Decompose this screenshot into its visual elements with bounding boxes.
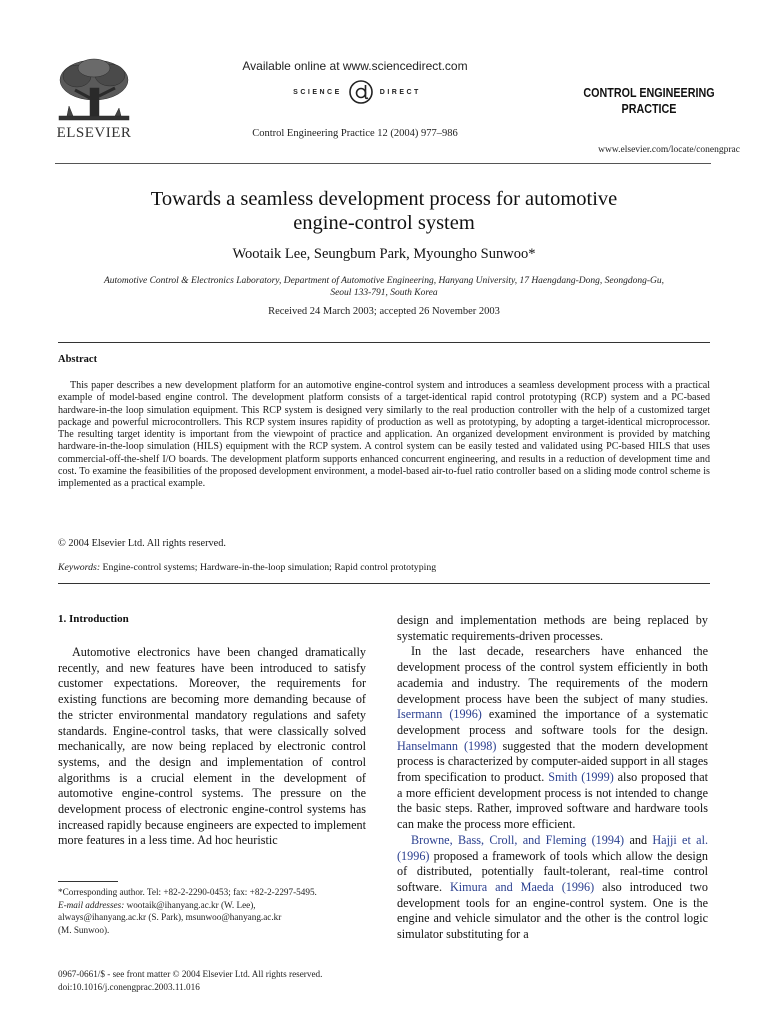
citation-hanselmann[interactable]: Hanselmann (1998) bbox=[397, 738, 497, 753]
keywords-label: Keywords: bbox=[58, 562, 101, 573]
citation-hajji[interactable]: Hajji et al. (1996) bbox=[397, 832, 709, 863]
p2-text-a: In the last decade, researchers have enhanced the development process of the control system efficiently in both academia and industry. The requirements of the modern development process have been the subject of many studies. bbox=[397, 644, 708, 706]
email-text-1[interactable]: wootaik@ihanyang.ac.kr (W. Lee), bbox=[126, 899, 256, 910]
p2-text-d: also proposed that a more efficient development process is not intended to change the basic steps. Rather, improved software and hardware tools can make the process more efficient. bbox=[397, 770, 708, 832]
issn-doi-block bbox=[58, 968, 418, 993]
keywords-list: Engine-control systems; Hardware-in-the-loop simulation; Rapid control prototyping bbox=[102, 562, 437, 573]
right-paragraph-1: design and implementation methods are being replaced by systematic requirements-driven processes. bbox=[397, 613, 708, 643]
issn-line: 0967-0661/$ - see front matter © 2004 Elsevier Ltd. All rights reserved. bbox=[58, 969, 323, 979]
abstract-top-divider bbox=[58, 342, 710, 343]
journal-url-link[interactable]: www.elsevier.com/locate/conengprac bbox=[598, 145, 740, 155]
corresponding-author-line: *Corresponding author. Tel: +82-2-2290-0453; fax: +82-2-2297-5495. bbox=[58, 887, 317, 897]
citation-isermann[interactable]: Isermann (1996) bbox=[397, 707, 482, 722]
journal-title-line2: PRACTICE bbox=[621, 102, 677, 116]
journal-title bbox=[572, 85, 725, 117]
author-list: Wootaik Lee, Seungbum Park, Myoungho Sunwoo* bbox=[232, 246, 536, 262]
available-online-text: Available online at www.sciencedirect.com bbox=[242, 59, 468, 73]
journal-reference: Control Engineering Practice 12 (2004) 977–986 bbox=[252, 128, 458, 139]
right-paragraph-3 bbox=[397, 833, 708, 943]
sciencedirect-logo bbox=[262, 77, 452, 107]
p3-and: and bbox=[629, 832, 648, 847]
section-heading-introduction: 1. Introduction bbox=[58, 613, 129, 625]
citation-kimura[interactable]: Kimura and Maeda (1996) bbox=[449, 879, 595, 894]
p2-text-c: suggested that the modern development process is characterized by computer-aided support in all stages from specification to product. bbox=[397, 738, 708, 785]
email-line2[interactable]: always@ihanyang.ac.kr (S. Park), msunwoo@hanyang.ac.kr bbox=[58, 912, 282, 922]
elsevier-tree-logo bbox=[55, 58, 133, 124]
abstract-bottom-divider bbox=[58, 583, 710, 584]
p3-text-a: proposed a framework of tools which allow the design of distributed, potentially fault-tolerant, real-time control software. bbox=[397, 848, 708, 894]
received-dates: Received 24 March 2003; accepted 26 November 2003 bbox=[268, 306, 500, 317]
sciencedirect-right-word: DIRECT bbox=[379, 88, 421, 96]
corresponding-author-footnote bbox=[58, 886, 370, 936]
email-line3: (M. Sunwoo). bbox=[58, 924, 110, 935]
right-column bbox=[397, 613, 708, 943]
affiliation-line1: Automotive Control & Electronics Laboratory, Department of Automotive Engineering, Hanyang University, 17 Haengdang-Dong, Seongdong-Gu, bbox=[103, 276, 665, 286]
citation-browne[interactable]: Browne, Bass, Croll, and Fleming (1994) bbox=[411, 832, 625, 847]
publisher-name: ELSEVIER bbox=[56, 125, 132, 141]
title-line2: engine-control system bbox=[293, 212, 475, 234]
abstract-text: This paper describes a new development platform for an automotive engine-control system and introduces a seamless development process with a practical example of model-based engine control. The development platform consists of a target-identical rapid control prototyping (RCP) system and a PC-based hardware-in-the loop simulation equipment. This RCP system is designed very similarly to the real production controller with the help of a customized target package and powerful microcontrollers. This RCP system insures rapidity of production as well as prototyping, by adopting a target-identical microprocessor. The resulting target identity is important from the viewpoint of practice and application. An organized development environment is provided by matching hardware-in-the-loop simulation (HILS) equipment with the RCP system. A control system can be easily tested and validated using PC-based HILS that uses commercial-off-the-shelf I/O boards. The development platform supports enhanced concurrent engineering, and results in a reduction of development time and cost. To examine the feasibilities of the proposed development environment, a model-based air-to-fuel ratio controller based on a sliding mode control scheme is implemented as a practical example. bbox=[58, 380, 710, 489]
email-label: E-mail addresses: bbox=[58, 899, 125, 910]
email-line1 bbox=[58, 899, 370, 912]
footnote-divider bbox=[58, 881, 118, 882]
left-column-text: Automotive electronics have been changed dramatically recently, and new features have been introduced to satisfy customer expectations. Moreover, the requirements for existing functions are becoming more demanding because of the stricter environmental mandatory regulations and safety standards. Engine-control tasks, that were classically solved mechanically, are now being replaced by electronic control systems, and the design and implementation of control algorithms is a crucial element in the development of automotive engine-control systems. The pressure on the development process of electronic engine-control systems has increased rapidly because engineers are expected to implement more features in a less time. Ad hoc heuristic bbox=[58, 645, 366, 848]
right-paragraph-2 bbox=[397, 644, 708, 832]
affiliation-line2: Seoul 133-791, South Korea bbox=[330, 288, 438, 298]
article-title bbox=[80, 187, 688, 235]
title-line1: Towards a seamless development process for automotive bbox=[150, 188, 618, 210]
abstract-copyright: © 2004 Elsevier Ltd. All rights reserved. bbox=[58, 538, 226, 549]
p3-text-b: also introduced two development tools for an engine-control system. One is the engine and vehicle simulator and the other is the control logic simulator substituting for a bbox=[397, 879, 708, 942]
header-divider bbox=[55, 163, 711, 164]
abstract-heading: Abstract bbox=[58, 354, 98, 365]
author-affiliation bbox=[58, 275, 710, 299]
citation-smith[interactable]: Smith (1999) bbox=[548, 770, 614, 785]
keywords bbox=[58, 562, 710, 573]
journal-title-line1: CONTROL ENGINEERING bbox=[583, 86, 715, 100]
sciencedirect-left-word: SCIENCE bbox=[293, 88, 342, 96]
p2-text-b: examined the importance of a systematic development process and software tools for the design. bbox=[397, 707, 709, 737]
sciencedirect-at-icon bbox=[348, 79, 374, 105]
doi-link[interactable]: doi:10.1016/j.conengprac.2003.11.016 bbox=[58, 981, 200, 992]
